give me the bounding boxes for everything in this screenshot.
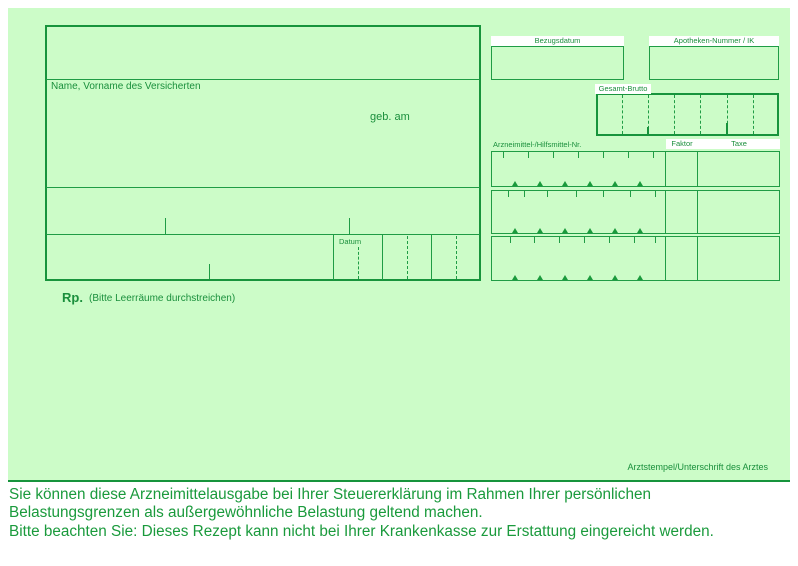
pzn-tick bbox=[628, 152, 629, 158]
pzn-marker-triangle bbox=[587, 181, 593, 186]
pzn-marker-triangle bbox=[587, 275, 593, 280]
pzn-marker-triangle bbox=[512, 228, 518, 233]
tax-note-line-2: Belastungsgrenzen als außergewöhnliche Belastung geltend machen. bbox=[9, 504, 483, 521]
pzn-tick bbox=[503, 152, 504, 158]
brutto-thousand-mark bbox=[647, 127, 649, 134]
pzn-tick bbox=[634, 237, 635, 243]
pzn-tick bbox=[510, 237, 511, 243]
pzn-marker-triangle bbox=[537, 181, 543, 186]
faktor-column-border bbox=[665, 236, 666, 281]
faktor-column-border bbox=[665, 151, 666, 187]
name-field-label: Name, Vorname des Versicherten bbox=[51, 81, 201, 92]
bezugsdatum-label: Bezugsdatum bbox=[491, 36, 624, 46]
pzn-marker-triangle bbox=[637, 181, 643, 186]
field-tick bbox=[209, 264, 210, 279]
date-digit-divider bbox=[407, 236, 408, 279]
bezugsdatum-field bbox=[491, 46, 624, 80]
pzn-tick bbox=[508, 191, 509, 197]
arzneimittel-nr-label: Arzneimittel-/Hilfsmittel-Nr. bbox=[493, 140, 582, 149]
pzn-tick bbox=[576, 191, 577, 197]
pzn-marker-triangle bbox=[512, 181, 518, 186]
field-tick bbox=[165, 218, 166, 234]
patient-box-divider-1 bbox=[46, 79, 480, 80]
faktor-column-border bbox=[665, 190, 666, 234]
date-digit-divider bbox=[431, 235, 432, 280]
pzn-marker-triangle bbox=[637, 275, 643, 280]
pzn-tick bbox=[534, 237, 535, 243]
taxe-column-border bbox=[697, 190, 698, 234]
patient-box bbox=[45, 25, 481, 281]
tax-note bbox=[9, 486, 651, 522]
brutto-decimal-mark bbox=[726, 123, 728, 134]
pzn-tick bbox=[630, 191, 631, 197]
pzn-tick bbox=[524, 191, 525, 197]
pzn-marker-triangle bbox=[512, 275, 518, 280]
pzn-marker-triangle bbox=[562, 275, 568, 280]
pzn-tick bbox=[609, 237, 610, 243]
pzn-tick bbox=[528, 152, 529, 158]
pzn-tick bbox=[578, 152, 579, 158]
tax-note-line-1: Sie können diese Arzneimittelausgabe bei Ihrer Steuererklärung im Rahmen Ihrer persönlichen bbox=[9, 486, 651, 503]
brutto-digit-divider bbox=[674, 95, 675, 134]
pzn-marker-triangle bbox=[612, 228, 618, 233]
taxe-column-border bbox=[697, 151, 698, 187]
pzn-marker-triangle bbox=[587, 228, 593, 233]
pzn-marker-triangle bbox=[637, 228, 643, 233]
pzn-tick bbox=[655, 191, 656, 197]
doctor-signature-label: Arztstempel/Unterschrift des Arztes bbox=[627, 462, 768, 472]
brutto-digit-divider bbox=[622, 95, 623, 134]
pzn-tick bbox=[553, 152, 554, 158]
footer-divider bbox=[8, 480, 790, 482]
gesamt-brutto-field bbox=[596, 93, 779, 136]
taxe-header: Taxe bbox=[698, 139, 780, 149]
date-digit-divider bbox=[456, 236, 457, 279]
pzn-tick bbox=[603, 152, 604, 158]
date-digit-divider bbox=[382, 235, 383, 280]
arzneimittel-row-2 bbox=[491, 190, 780, 234]
pzn-marker-triangle bbox=[537, 275, 543, 280]
pzn-tick bbox=[559, 237, 560, 243]
pzn-marker-triangle bbox=[562, 228, 568, 233]
apotheken-nummer-label: Apotheken-Nummer / IK bbox=[649, 36, 779, 46]
date-digit-divider bbox=[358, 247, 359, 279]
pzn-marker-triangle bbox=[612, 181, 618, 186]
pzn-tick bbox=[655, 237, 656, 243]
patient-box-divider-3 bbox=[46, 234, 480, 235]
gesamt-brutto-label: Gesamt-Brutto bbox=[595, 84, 651, 94]
pzn-marker-triangle bbox=[537, 228, 543, 233]
rp-hint: (Bitte Leerräume durchstreichen) bbox=[89, 293, 236, 304]
date-section-divider bbox=[333, 235, 334, 280]
pzn-tick bbox=[653, 152, 654, 158]
reimbursement-note: Bitte beachten Sie: Dieses Rezept kann nicht bei Ihrer Krankenkasse zur Erstattung eingereicht werden. bbox=[9, 523, 714, 540]
rp-symbol: Rp. bbox=[62, 290, 83, 305]
pzn-marker-triangle bbox=[612, 275, 618, 280]
pzn-tick bbox=[547, 191, 548, 197]
pzn-tick bbox=[603, 191, 604, 197]
faktor-header: Faktor bbox=[666, 139, 698, 149]
apotheken-nummer-field bbox=[649, 46, 779, 80]
brutto-digit-divider bbox=[753, 95, 754, 134]
brutto-digit-divider bbox=[700, 95, 701, 134]
birth-date-label: geb. am bbox=[370, 111, 410, 123]
patient-box-divider-2 bbox=[46, 187, 480, 188]
pzn-marker-triangle bbox=[562, 181, 568, 186]
date-label: Datum bbox=[339, 237, 362, 246]
taxe-column-border bbox=[697, 236, 698, 281]
pzn-tick bbox=[584, 237, 585, 243]
arzneimittel-row-1 bbox=[491, 151, 780, 187]
field-tick bbox=[349, 218, 350, 234]
